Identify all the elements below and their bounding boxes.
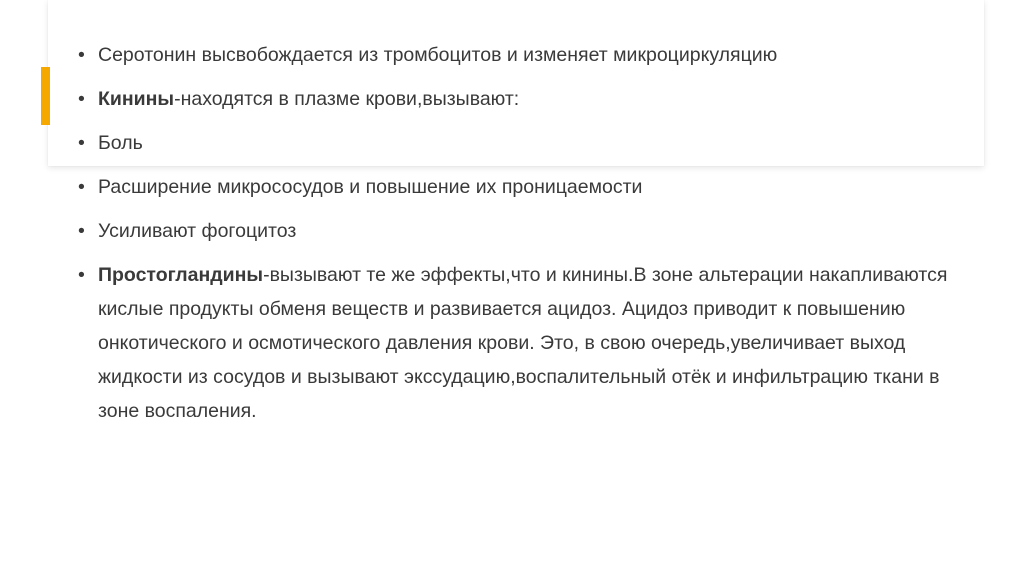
bullet-text: -вызывают те же эффекты,что и кинины.В зоне альтерации накапливаются кислые продукты обменя веществ и развивается ацидоз. Ацидоз приводит к повышению онкотического и осмотического давления крови. Это, в свою очередь,увеличивает выход жидкости из сосудов и вызывают экссудацию,воспалительный отёк и инфильтрацию ткани в зоне воспаления. <box>98 264 948 422</box>
bullet-icon: • <box>78 264 85 286</box>
bullet-icon: • <box>78 132 85 154</box>
bullet-text: Боль <box>98 132 143 154</box>
bullet-text: Усиливают фогоцитоз <box>98 220 297 242</box>
accent-bar <box>41 67 50 125</box>
bullet-icon: • <box>78 88 85 110</box>
bullet-bold: Простогландины <box>98 264 264 286</box>
bullet-item-pain <box>78 126 958 160</box>
bullet-item-phagocytosis <box>78 214 958 248</box>
bullet-item-kinins <box>78 82 958 116</box>
bullet-icon: • <box>78 220 85 242</box>
bullet-item-vessels <box>78 170 958 204</box>
bullet-bold: Кинины <box>98 88 175 110</box>
bullet-icon: • <box>78 44 85 66</box>
bullet-list <box>78 38 958 438</box>
bullet-icon: • <box>78 176 85 198</box>
bullet-item-serotonin <box>78 38 958 72</box>
bullet-item-prostaglandins <box>78 258 958 428</box>
bullet-text: -находятся в плазме крови,вызывают: <box>174 88 520 110</box>
bullet-text: Расширение микрососудов и повышение их проницаемости <box>98 176 643 198</box>
bullet-text: Серотонин высвобождается из тромбоцитов и изменяет микроциркуляцию <box>98 44 778 66</box>
